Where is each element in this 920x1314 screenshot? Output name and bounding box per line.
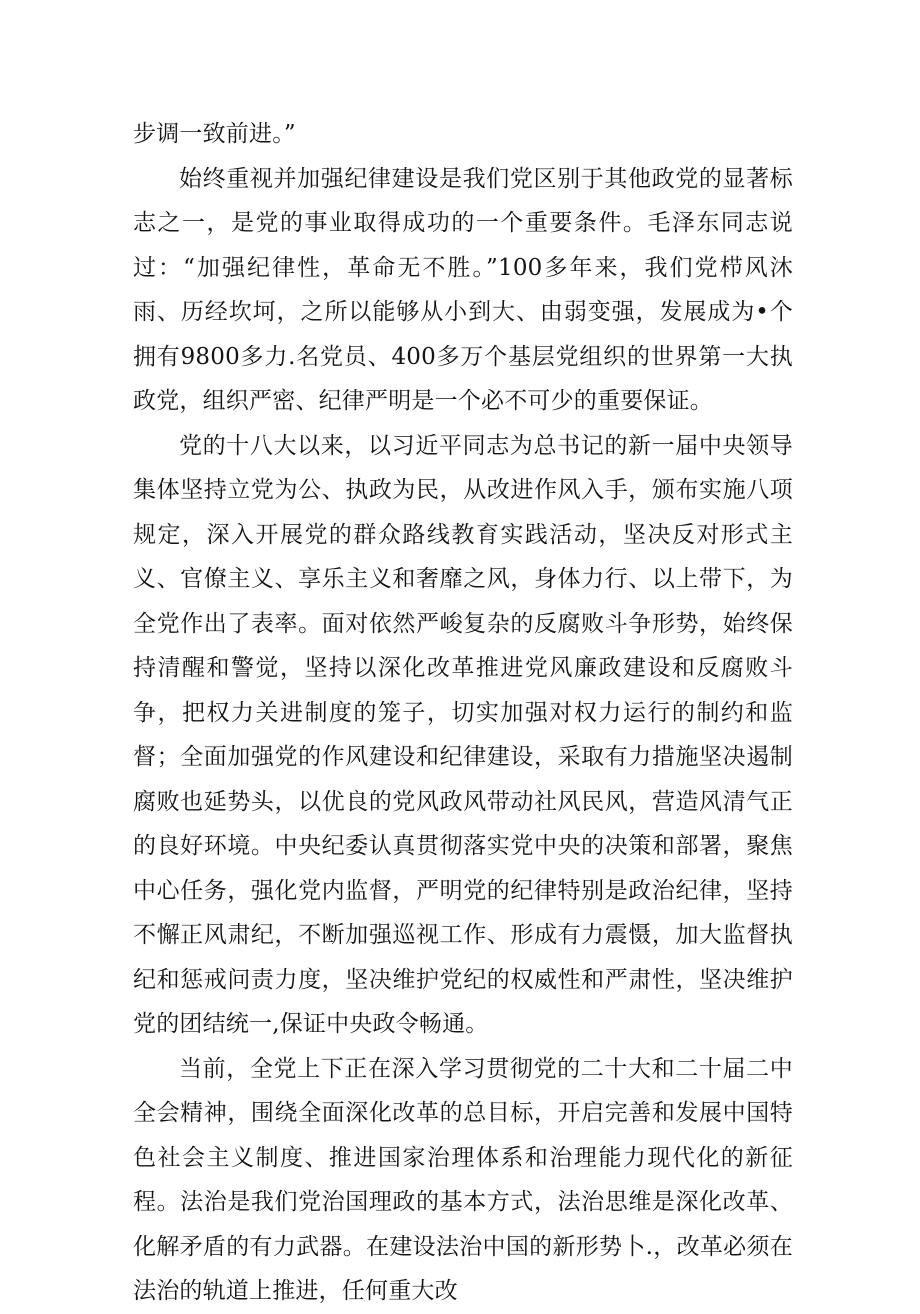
paragraph-current-situation: 当前，全党上下正在深入学习贯彻党的二十大和二十届二中全会精神，围绕全面深化改革的总目标，开启完善和发展中国特色社会主义制度、推进国家治理体系和治理能力现代化的新征程。法治是我们党治国理政的基本方式，法治思维是深化改革、化解矛盾的有力武器。在建设法治中国的新形势卜.，改革必须在法治的轨道上推进，任何重大改 xyxy=(133,1055,793,1304)
document-body xyxy=(133,112,793,1314)
paragraph-since-18th-congress: 党的十八大以来，以习近平同志为总书记的新一届中央领导集体坚持立党为公、执政为民，从改进作风入手，颁布实施八项规定，深入开展党的群众路线教育实践活动，坚决反对形式主义、官僚主义、享乐主义和奢靡之风，身体力行、以上带下，为全党作出了表率。面对依然严峻复杂的反腐败斗争形势，始终保持清醒和警觉，坚持以深化改革推进党风廉政建设和反腐败斗争，把权力关进制度的笼子，切实加强对权力运行的制约和监督；全面加强党的作风建设和纪律建设，采取有力措施坚决遏制腐败也延势头，以优良的党风政风带动社风民风，营造风清气正的良好环境。中央纪委认真贯彻落实党中央的决策和部署，聚焦中心任务，强化党内监督，严明党的纪律特别是政治纪律，坚持不懈正风肃纪，不断加强巡视工作、形成有力震慑，加大监督执纪和惩戒问责力度，坚决维护党纪的权威性和严肃性，坚决维护党的团结统一,保证中央政令畅通。 xyxy=(133,432,793,1037)
paragraph-continuation: 步调一致前进。” xyxy=(133,121,296,147)
paragraph-discipline-building: 始终重视并加强纪律建设是我们党区别于其他政党的显著标志之一，是党的事业取得成功的一个重要条件。毛泽东同志说过：“加强纪律性，革命无不胜。”100多年来，我们党栉风沐雨、历经坎坷，之所以能够从小到大、由弱变强，发展成为•个拥有9800多力.名党员、400多万个基层党组织的世界第一大执政党，组织严密、纪律严明是一个必不可少的重要保证。 xyxy=(133,165,793,414)
